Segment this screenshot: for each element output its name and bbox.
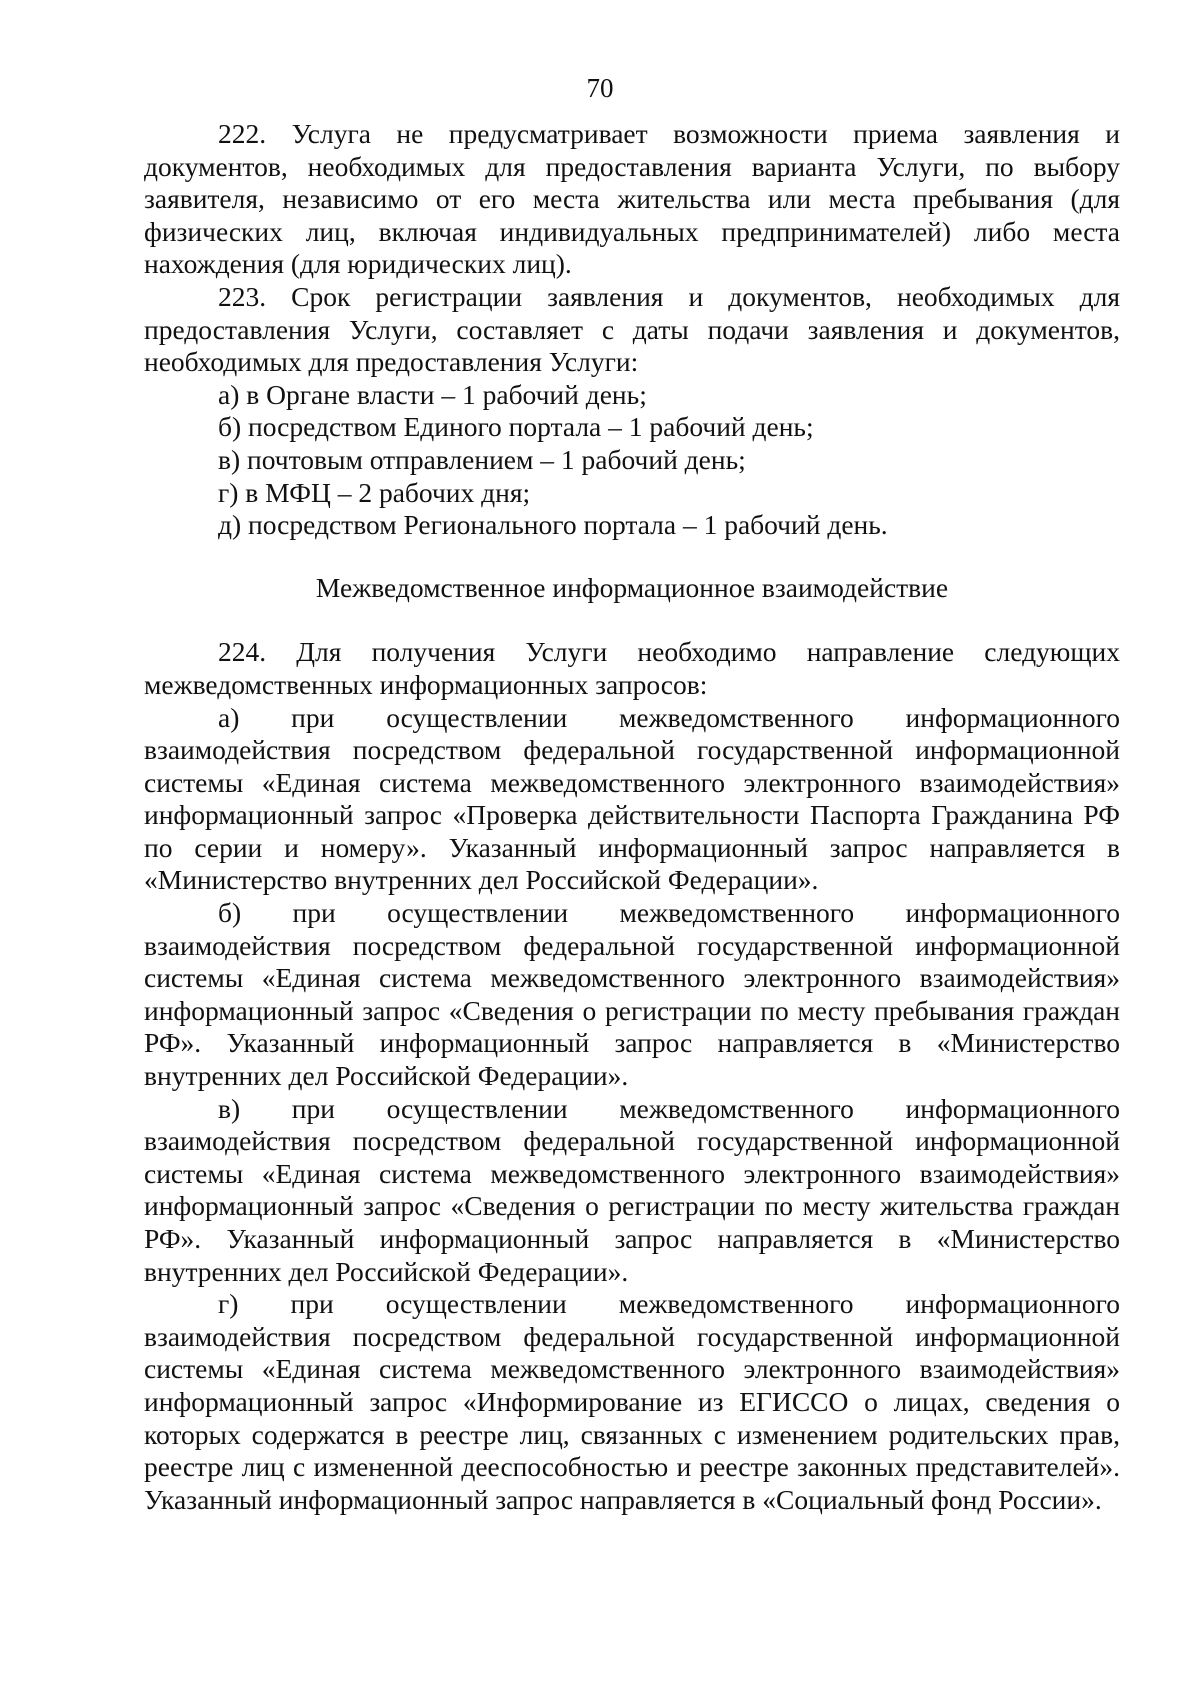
- request-item-b: б) при осуществлении межведомственного информационного взаимодействия посредством федеральной государственной информационной системы «Единая система межведомственного электронного взаимодействия» информационный запрос «Сведения о регистрации по месту пребывания граждан РФ». Указанный информационный запрос направляется в «Министерство внутренних дел Российской Федерации».: [144, 897, 1120, 1092]
- paragraph-223: 223. Срок регистрации заявления и документов, необходимых для предоставления Услуги, составляет с даты подачи заявления и документов, необходимых для предоставления Услуги:: [144, 280, 1120, 378]
- request-item-g: г) при осуществлении межведомственного информационного взаимодействия посредством федеральной государственной информационной системы «Единая система межведомственного электронного взаимодействия» информационный запрос «Информирование из ЕГИССО о лицах, сведения о которых содержатся в реестре лиц, связанных с изменением родительских прав, реестре лиц с измененной дееспособностью и реестре законных представителей». Указанный информационный запрос направляется в «Социальный фонд России».: [144, 1288, 1120, 1515]
- registration-term-item: б) посредством Единого портала – 1 рабочий день;: [218, 411, 814, 443]
- request-item-a: а) при осуществлении межведомственного информационного взаимодействия посредством федеральной государственной информационной системы «Единая система межведомственного электронного взаимодействия» информационный запрос «Проверка действительности Паспорта Гражданина РФ по серии и номеру». Указанный информационный запрос направляется в «Министерство внутренних дел Российской Федерации».: [144, 701, 1120, 896]
- registration-term-item: д) посредством Регионального портала – 1 рабочий день.: [218, 509, 888, 541]
- section-heading: Межведомственное информационное взаимодействие: [315, 571, 949, 603]
- document-body: [144, 118, 1120, 1516]
- registration-term-item: в) почтовым отправлением – 1 рабочий день;: [218, 443, 746, 475]
- registration-term-item: а) в Органе власти – 1 рабочий день;: [218, 378, 647, 410]
- registration-term-item: г) в МФЦ – 2 рабочих дня;: [218, 476, 531, 508]
- paragraph-224: 224. Для получения Услуги необходимо направление следующих межведомственных информационных запросов:: [144, 636, 1120, 700]
- request-item-v: в) при осуществлении межведомственного информационного взаимодействия посредством федеральной государственной информационной системы «Единая система межведомственного электронного взаимодействия» информационный запрос «Сведения о регистрации по месту жительства граждан РФ». Указанный информационный запрос направляется в «Министерство внутренних дел Российской Федерации».: [144, 1092, 1120, 1287]
- page-number: 70: [586, 73, 614, 103]
- paragraph-222: 222. Услуга не предусматривает возможности приема заявления и документов, необходимых для предоставления варианта Услуги, по выбору заявителя, независимо от его места жительства или места пребывания (для физических лиц, включая индивидуальных предпринимателей) либо места нахождения (для юридических лиц).: [144, 118, 1120, 280]
